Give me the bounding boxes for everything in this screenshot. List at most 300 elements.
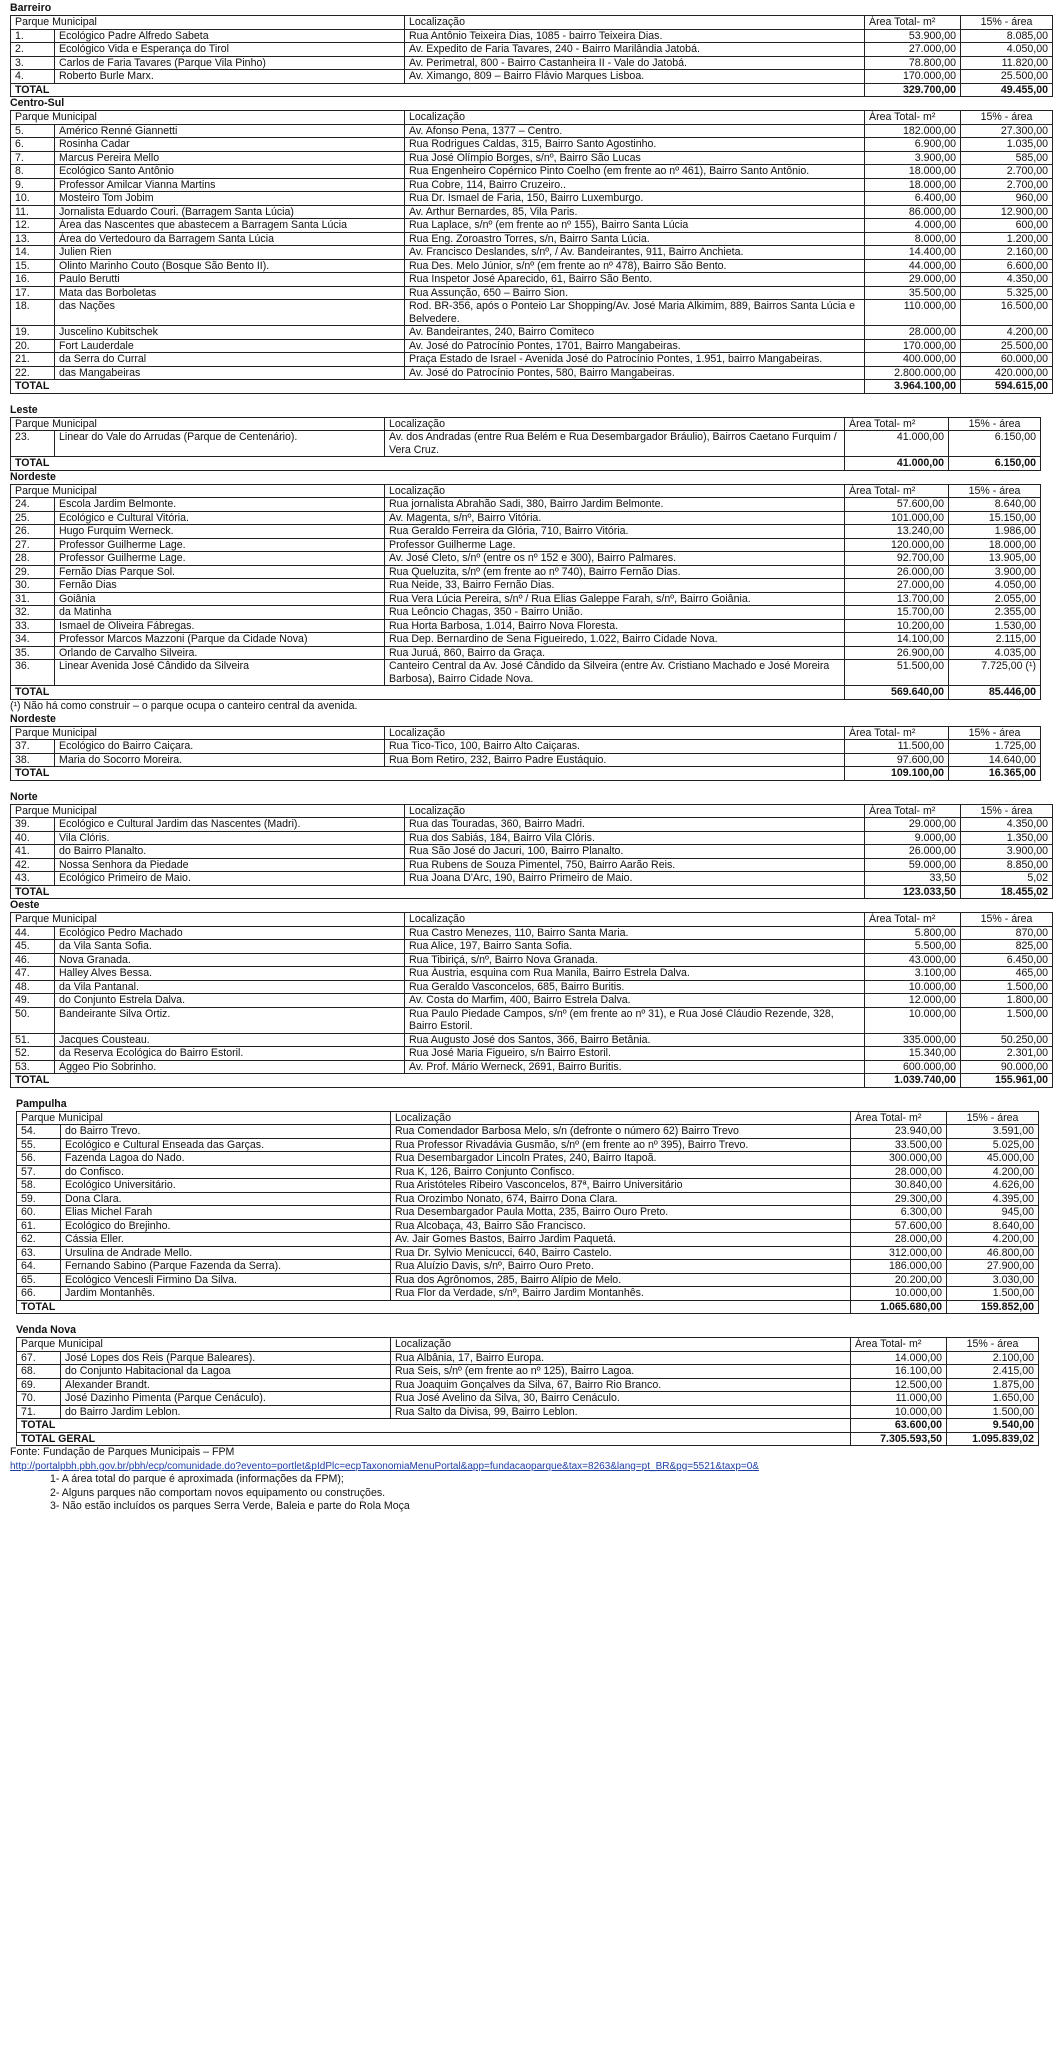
park-location: Canteiro Central da Av. José Cândido da Silveira (entre Av. Cristiano Machado e José Moreira Barbosa), Bairro Cidade Nova.: [385, 660, 845, 686]
park-location: Rua Albânia, 17, Bairro Europa.: [391, 1351, 851, 1365]
table-row: [11, 286, 1053, 300]
total-row-area: 3.964.100,00: [865, 380, 961, 394]
park-name: do Bairro Trevo.: [61, 1125, 391, 1139]
park-location: Rua Joana D'Arc, 190, Bairro Primeiro de Maio.: [405, 872, 865, 886]
park-name: Jardim Montanhês.: [61, 1287, 391, 1301]
park-name: Jornalista Eduardo Couri. (Barragem Santa Lúcia): [55, 205, 405, 219]
row-number: 13.: [11, 232, 55, 246]
park-location: Rua Desembargador Lincoln Prates, 240, Bairro Itapoã.: [391, 1152, 851, 1166]
park-name: Nova Granada.: [55, 953, 405, 967]
park-name: Ecológico e Cultural Enseada das Garças.: [61, 1138, 391, 1152]
park-15pct: 50.250,00: [961, 1033, 1053, 1047]
park-location: Rua K, 126, Bairro Conjunto Confisco.: [391, 1165, 851, 1179]
park-location: Rod. BR-356, após o Ponteio Lar Shopping/Av. José Maria Alkimim, 889, Bairros Santa Lúcia e Belvedere.: [405, 300, 865, 326]
park-location: Rua Orozimbo Nonato, 674, Bairro Dona Clara.: [391, 1192, 851, 1206]
park-location: Rua Comendador Barbosa Melo, s/n (defronte o número 62) Bairro Trevo: [391, 1125, 851, 1139]
row-number: 19.: [11, 326, 55, 340]
park-name: Ecológico Vida e Esperança do Tirol: [55, 43, 405, 57]
park-area: 53.900,00: [865, 29, 961, 43]
row-number: 27.: [11, 538, 55, 552]
table-row: [11, 70, 1053, 84]
source-link[interactable]: http://portalpbh.pbh.gov.br/pbh/ecp/comunidade.do?evento=portlet&pIdPlc=ecpTaxonomiaMenuPortal&app=fundacaoparque&tax=8263&lang=pt_BR&pg=5521&taxp=0&: [10, 1460, 759, 1472]
total-row-pct: 85.446,00: [949, 686, 1041, 700]
grand-total-row-label: TOTAL GERAL: [17, 1432, 851, 1446]
park-area: 28.000,00: [851, 1233, 947, 1247]
table-row: [11, 552, 1041, 566]
park-name: Cássia Eller.: [61, 1233, 391, 1247]
table-footnote: (¹) Não há como construir – o parque ocupa o canteiro central da avenida.: [10, 699, 358, 712]
park-15pct: 2.301,00: [961, 1047, 1053, 1061]
park-15pct: 1.800,00: [961, 994, 1053, 1008]
park-name: Roberto Burle Marx.: [55, 70, 405, 84]
park-area: 26.000,00: [845, 565, 949, 579]
park-name: Professor Guilherme Lage.: [55, 538, 385, 552]
region-title: Pampulha: [16, 1097, 67, 1110]
park-name: do Conjunto Habitacional da Lagoa: [61, 1365, 391, 1379]
park-15pct: 870,00: [961, 926, 1053, 940]
park-15pct: 2.700,00: [961, 178, 1053, 192]
total-row-area: 1.039.740,00: [865, 1074, 961, 1088]
park-location: Av. Perimetral, 800 - Bairro Castanheira II - Vale do Jatobá.: [405, 56, 865, 70]
park-name: Área das Nascentes que abastecem a Barragem Santa Lúcia: [55, 219, 405, 233]
park-location: Av. Magenta, s/nº, Bairro Vitória.: [385, 511, 845, 525]
row-number: 23.: [11, 431, 55, 457]
park-area: 14.400,00: [865, 246, 961, 260]
table-row: [11, 1047, 1053, 1061]
row-number: 26.: [11, 525, 55, 539]
park-location: Rua São José do Jacuri, 100, Bairro Planalto.: [405, 845, 865, 859]
park-15pct: 1.035,00: [961, 138, 1053, 152]
park-area: 26.900,00: [845, 646, 949, 660]
park-area: 18.000,00: [865, 178, 961, 192]
park-15pct: 4.350,00: [961, 818, 1053, 832]
park-location: Rua Tibiriçá, s/nº, Bairro Nova Granada.: [405, 953, 865, 967]
table-row: [11, 29, 1053, 43]
park-name: das Nações: [55, 300, 405, 326]
park-15pct: 1.875,00: [947, 1378, 1039, 1392]
park-15pct: 13.905,00: [949, 552, 1041, 566]
row-number: 25.: [11, 511, 55, 525]
header-area: Área Total- m²: [865, 111, 961, 125]
park-area: 92.700,00: [845, 552, 949, 566]
park-name: Ecológico do Brejinho.: [61, 1219, 391, 1233]
park-15pct: 25.500,00: [961, 339, 1053, 353]
park-15pct: 420.000,00: [961, 366, 1053, 380]
park-15pct: 4.200,00: [947, 1233, 1039, 1247]
table-header-row: [11, 484, 1041, 498]
park-location: Rua dos Sabiás, 184, Bairro Vila Clóris.: [405, 831, 865, 845]
park-name: Fazenda Lagoa do Nado.: [61, 1152, 391, 1166]
total-row: [11, 380, 1053, 394]
park-15pct: 4.050,00: [961, 43, 1053, 57]
row-number: 31.: [11, 592, 55, 606]
table-header-row: [11, 804, 1053, 818]
header-location: Localização: [385, 484, 845, 498]
park-name: Paulo Berutti: [55, 273, 405, 287]
park-location: Rua Rodrigues Caldas, 315, Bairro Santo Agostinho.: [405, 138, 865, 152]
row-number: 68.: [17, 1365, 61, 1379]
park-area: 23.940,00: [851, 1125, 947, 1139]
table-row: [11, 1007, 1053, 1033]
park-location: Rua Bom Retiro, 232, Bairro Padre Eustáquio.: [385, 753, 845, 767]
table-row: [11, 43, 1053, 57]
park-15pct: 465,00: [961, 967, 1053, 981]
row-number: 22.: [11, 366, 55, 380]
park-location: Rua Queluzita, s/nº (em frente ao nº 740), Bairro Fernão Dias.: [385, 565, 845, 579]
park-location: Rua Dr. Sylvio Menicucci, 640, Bairro Castelo.: [391, 1246, 851, 1260]
park-15pct: 5,02: [961, 872, 1053, 886]
header-area: Área Total- m²: [845, 726, 949, 740]
park-area: 59.000,00: [865, 858, 961, 872]
park-15pct: 1.986,00: [949, 525, 1041, 539]
header-pct: 15% - área: [949, 726, 1041, 740]
park-area: 20.200,00: [851, 1273, 947, 1287]
park-location: Rua Alcobaça, 43, Bairro São Francisco.: [391, 1219, 851, 1233]
header-park: Parque Municipal: [11, 111, 405, 125]
table-row: [11, 192, 1053, 206]
source-line: Fonte: Fundação de Parques Municipais – FPM: [10, 1446, 235, 1458]
park-15pct: 16.500,00: [961, 300, 1053, 326]
park-15pct: 5.025,00: [947, 1138, 1039, 1152]
region-title: Barreiro: [10, 2, 52, 14]
header-park: Parque Municipal: [11, 726, 385, 740]
park-name: das Mangabeiras: [55, 366, 405, 380]
header-pct: 15% - área: [961, 16, 1053, 30]
park-area: 27.000,00: [865, 43, 961, 57]
table-row: [17, 1138, 1039, 1152]
row-number: 49.: [11, 994, 55, 1008]
row-number: 47.: [11, 967, 55, 981]
park-name: José Lopes dos Reis (Parque Baleares).: [61, 1351, 391, 1365]
park-area: 28.000,00: [851, 1165, 947, 1179]
park-location: Rua Salto da Divisa, 99, Bairro Leblon.: [391, 1405, 851, 1419]
park-name: Ecológico e Cultural Vitória.: [55, 511, 385, 525]
table-row: [11, 831, 1053, 845]
total-row-label: TOTAL: [17, 1300, 851, 1314]
park-area: 10.000,00: [851, 1287, 947, 1301]
park-location: Av. Jair Gomes Bastos, Bairro Jardim Paquetá.: [391, 1233, 851, 1247]
park-location: Rua Augusto José dos Santos, 366, Bairro Betânia.: [405, 1033, 865, 1047]
park-area: 14.100,00: [845, 633, 949, 647]
park-area: 29.000,00: [865, 818, 961, 832]
row-number: 50.: [11, 1007, 55, 1033]
document-footer: [10, 1446, 1064, 1514]
park-name: do Conjunto Estrela Dalva.: [55, 994, 405, 1008]
table-row: [11, 579, 1041, 593]
park-area: 13.700,00: [845, 592, 949, 606]
table-row: [11, 967, 1053, 981]
row-number: 52.: [11, 1047, 55, 1061]
park-area: 5.800,00: [865, 926, 961, 940]
row-number: 58.: [17, 1179, 61, 1193]
park-name: Juscelino Kubitschek: [55, 326, 405, 340]
park-15pct: 2.115,00: [949, 633, 1041, 647]
park-name: Área do Vertedouro da Barragem Santa Lúcia: [55, 232, 405, 246]
row-number: 61.: [17, 1219, 61, 1233]
park-15pct: 1.650,00: [947, 1392, 1039, 1406]
footer-note: 2- Alguns parques não comportam novos equipamento ou construções.: [50, 1486, 386, 1499]
park-location: Av. Arthur Bernardes, 85, Vila Paris.: [405, 205, 865, 219]
park-location: Rua Juruá, 860, Bairro da Graça.: [385, 646, 845, 660]
header-area: Área Total- m²: [865, 804, 961, 818]
park-15pct: 45.000,00: [947, 1152, 1039, 1166]
park-15pct: 27.900,00: [947, 1260, 1039, 1274]
row-number: 12.: [11, 219, 55, 233]
park-name: Ecológico do Bairro Caiçara.: [55, 740, 385, 754]
park-15pct: 5.325,00: [961, 286, 1053, 300]
table-row: [11, 592, 1041, 606]
header-park: Parque Municipal: [11, 417, 385, 431]
park-location: Av. dos Andradas (entre Rua Belém e Rua Desembargador Bráulio), Bairros Caetano Furquim / Vera Cruz.: [385, 431, 845, 457]
table-row: [11, 660, 1041, 686]
park-15pct: 8.850,00: [961, 858, 1053, 872]
table-row: [11, 326, 1053, 340]
table-header-row: [17, 1338, 1039, 1352]
header-location: Localização: [391, 1111, 851, 1125]
table-row: [11, 205, 1053, 219]
region-title: Norte: [10, 790, 38, 803]
header-park: Parque Municipal: [17, 1111, 391, 1125]
header-area: Área Total- m²: [851, 1111, 947, 1125]
park-location: Av. José do Patrocínio Pontes, 580, Bairro Mangabeiras.: [405, 366, 865, 380]
park-15pct: 8.640,00: [949, 498, 1041, 512]
park-area: 16.100,00: [851, 1365, 947, 1379]
park-location: Rua Joaquim Gonçalves da Silva, 67, Bairro Rio Branco.: [391, 1378, 851, 1392]
park-area: 51.500,00: [845, 660, 949, 686]
footer-note: 1- A área total do parque é aproximada (informações da FPM);: [50, 1473, 344, 1485]
total-row-pct: 9.540,00: [947, 1419, 1039, 1433]
row-number: 21.: [11, 353, 55, 367]
park-location: Rua Geraldo Vasconcelos, 685, Bairro Buritis.: [405, 980, 865, 994]
region-table: [10, 15, 1053, 97]
park-name: Ursulina de Andrade Mello.: [61, 1246, 391, 1260]
table-row: [17, 1165, 1039, 1179]
park-registry: [10, 2, 1064, 1446]
row-number: 48.: [11, 980, 55, 994]
park-area: 120.000,00: [845, 538, 949, 552]
region-title: Venda Nova: [16, 1324, 77, 1336]
total-row-area: 1.065.680,00: [851, 1300, 947, 1314]
region-table: [10, 484, 1041, 700]
table-row: [11, 606, 1041, 620]
table-header-row: [11, 417, 1041, 431]
table-row: [11, 124, 1053, 138]
row-number: 41.: [11, 845, 55, 859]
row-number: 66.: [17, 1287, 61, 1301]
table-row: [11, 646, 1041, 660]
row-number: 6.: [11, 138, 55, 152]
header-pct: 15% - área: [949, 417, 1041, 431]
header-area: Área Total- m²: [851, 1338, 947, 1352]
park-location: Rua Dep. Bernardino de Sena Figueiredo, 1.022, Bairro Cidade Nova.: [385, 633, 845, 647]
park-15pct: 6.600,00: [961, 259, 1053, 273]
table-row: [11, 525, 1041, 539]
row-number: 2.: [11, 43, 55, 57]
region-table: [16, 1111, 1039, 1315]
park-15pct: 4.035,00: [949, 646, 1041, 660]
region-section: [10, 404, 1040, 471]
row-number: 17.: [11, 286, 55, 300]
total-row-pct: 18.455,02: [961, 885, 1053, 899]
header-park: Parque Municipal: [11, 913, 405, 927]
total-row-label: TOTAL: [11, 686, 845, 700]
table-row: [11, 366, 1053, 380]
region-title: Oeste: [10, 899, 40, 911]
table-row: [17, 1125, 1039, 1139]
park-location: Rua Des. Melo Júnior, s/nº (em frente ao nº 478), Bairro São Bento.: [405, 259, 865, 273]
table-row: [11, 619, 1041, 633]
park-15pct: 18.000,00: [949, 538, 1041, 552]
table-row: [11, 511, 1041, 525]
region-title: Centro-Sul: [10, 97, 65, 109]
row-number: 51.: [11, 1033, 55, 1047]
table-row: [11, 565, 1041, 579]
table-row: [11, 872, 1053, 886]
row-number: 57.: [17, 1165, 61, 1179]
table-row: [11, 165, 1053, 179]
header-pct: 15% - área: [947, 1338, 1039, 1352]
park-location: Rua Castro Menezes, 110, Bairro Santa Maria.: [405, 926, 865, 940]
header-park: Parque Municipal: [11, 16, 405, 30]
park-area: 3.100,00: [865, 967, 961, 981]
park-15pct: 11.820,00: [961, 56, 1053, 70]
park-name: da Vila Santa Sofia.: [55, 940, 405, 954]
total-row-label: TOTAL: [11, 457, 845, 471]
table-row: [11, 994, 1053, 1008]
total-row: [11, 885, 1053, 899]
grand-total-row-area: 7.305.593,50: [851, 1432, 947, 1446]
table-row: [11, 753, 1041, 767]
park-location: Praça Estado de Israel - Avenida José do Patrocínio Pontes, 1.951, bairro Mangabeiras.: [405, 353, 865, 367]
row-number: 3.: [11, 56, 55, 70]
row-number: 36.: [11, 660, 55, 686]
table-row: [17, 1287, 1039, 1301]
park-area: 186.000,00: [851, 1260, 947, 1274]
park-area: 57.600,00: [851, 1219, 947, 1233]
park-15pct: 6.150,00: [949, 431, 1041, 457]
park-name: Marcus Pereira Mello: [55, 151, 405, 165]
table-row: [17, 1219, 1039, 1233]
park-name: Elias Michel Farah: [61, 1206, 391, 1220]
park-location: Av. Costa do Marfim, 400, Bairro Estrela Dalva.: [405, 994, 865, 1008]
park-name: Vila Clóris.: [55, 831, 405, 845]
park-area: 3.900,00: [865, 151, 961, 165]
park-15pct: 6.450,00: [961, 953, 1053, 967]
region-section: [10, 2, 1052, 97]
header-location: Localização: [405, 913, 865, 927]
header-location: Localização: [405, 804, 865, 818]
park-area: 312.000,00: [851, 1246, 947, 1260]
park-location: Rua José Olímpio Borges, s/nº, Bairro São Lucas: [405, 151, 865, 165]
row-number: 37.: [11, 740, 55, 754]
park-area: 29.300,00: [851, 1192, 947, 1206]
total-row: [11, 83, 1053, 97]
park-name: Ismael de Oliveira Fábregas.: [55, 619, 385, 633]
park-name: Mosteiro Tom Jobim: [55, 192, 405, 206]
park-15pct: 14.640,00: [949, 753, 1041, 767]
row-number: 55.: [17, 1138, 61, 1152]
table-row: [11, 858, 1053, 872]
park-name: Américo Renné Giannetti: [55, 124, 405, 138]
park-name: da Serra do Curral: [55, 353, 405, 367]
table-row: [17, 1206, 1039, 1220]
total-row: [17, 1419, 1039, 1433]
header-location: Localização: [385, 726, 845, 740]
region-table: [10, 804, 1053, 900]
park-15pct: 7.725,00 (¹): [949, 660, 1041, 686]
row-number: 24.: [11, 498, 55, 512]
park-area: 18.000,00: [865, 165, 961, 179]
total-row-pct: 155.961,00: [961, 1074, 1053, 1088]
row-number: 33.: [11, 619, 55, 633]
table-row: [17, 1378, 1039, 1392]
header-pct: 15% - área: [949, 484, 1041, 498]
park-name: Ecológico Universitário.: [61, 1179, 391, 1193]
row-number: 8.: [11, 165, 55, 179]
row-number: 70.: [17, 1392, 61, 1406]
region-table: [10, 726, 1041, 781]
park-location: Av. Prof. Mário Werneck, 2691, Bairro Buritis.: [405, 1060, 865, 1074]
park-name: Carlos de Faria Tavares (Parque Vila Pinho): [55, 56, 405, 70]
park-location: Av. Ximango, 809 – Bairro Flávio Marques Lisboa.: [405, 70, 865, 84]
header-area: Área Total- m²: [845, 484, 949, 498]
row-number: 56.: [17, 1152, 61, 1166]
header-location: Localização: [405, 111, 865, 125]
park-area: 12.500,00: [851, 1378, 947, 1392]
park-area: 182.000,00: [865, 124, 961, 138]
table-header-row: [11, 111, 1053, 125]
park-15pct: 1.530,00: [949, 619, 1041, 633]
table-header-row: [11, 726, 1041, 740]
park-name: do Bairro Planalto.: [55, 845, 405, 859]
park-location: Rua José Avelino da Silva, 30, Bairro Cenáculo.: [391, 1392, 851, 1406]
header-location: Localização: [405, 16, 865, 30]
park-location: Professor Guilherme Lage.: [385, 538, 845, 552]
park-15pct: 1.200,00: [961, 232, 1053, 246]
park-location: Rua Tico-Tico, 100, Bairro Alto Caiçaras.: [385, 740, 845, 754]
total-row-pct: 49.455,00: [961, 83, 1053, 97]
park-name: Ecológico e Cultural Jardim das Nascentes (Madri).: [55, 818, 405, 832]
row-number: 14.: [11, 246, 55, 260]
row-number: 54.: [17, 1125, 61, 1139]
row-number: 35.: [11, 646, 55, 660]
total-row-pct: 594.615,00: [961, 380, 1053, 394]
table-row: [17, 1233, 1039, 1247]
table-row: [11, 953, 1053, 967]
total-row-label: TOTAL: [11, 885, 865, 899]
park-location: Rua Horta Barbosa, 1.014, Bairro Nova Floresta.: [385, 619, 845, 633]
row-number: 39.: [11, 818, 55, 832]
park-15pct: 27.300,00: [961, 124, 1053, 138]
park-15pct: 60.000,00: [961, 353, 1053, 367]
row-number: 42.: [11, 858, 55, 872]
park-15pct: 25.500,00: [961, 70, 1053, 84]
park-name: Maria do Socorro Moreira.: [55, 753, 385, 767]
table-row: [11, 246, 1053, 260]
total-row: [11, 1074, 1053, 1088]
header-location: Localização: [391, 1338, 851, 1352]
row-number: 29.: [11, 565, 55, 579]
table-row: [17, 1246, 1039, 1260]
park-name: Goiânia: [55, 592, 385, 606]
row-number: 9.: [11, 178, 55, 192]
table-row: [11, 845, 1053, 859]
total-row-area: 569.640,00: [845, 686, 949, 700]
header-park: Parque Municipal: [17, 1338, 391, 1352]
table-row: [11, 138, 1053, 152]
header-park: Parque Municipal: [11, 804, 405, 818]
row-number: 10.: [11, 192, 55, 206]
